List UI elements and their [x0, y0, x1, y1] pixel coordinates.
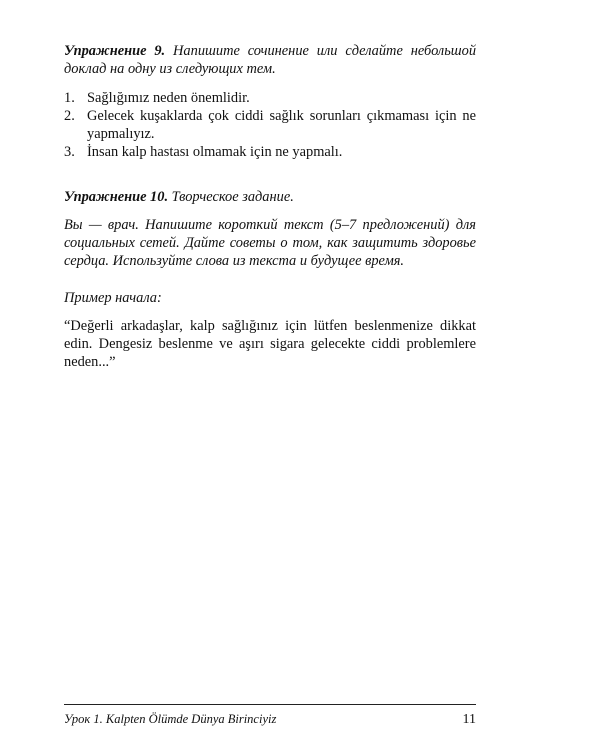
page-content — [64, 42, 476, 371]
example-label: Пример начала: — [64, 290, 162, 306]
exercise-10-task: Вы — врач. Напишите короткий текст (5–7 предложений) для социальных сетей. Дайте советы о том, как защитить здоровье сердца. Используйте слова из текста и будущее время. — [64, 217, 476, 269]
exercise-10-label: Упражнение 10. — [64, 189, 169, 205]
list-item-text: İnsan kalp hastası olmamak için ne yapmalı. — [87, 144, 343, 160]
exercise-9-label: Упражнение 9. — [64, 43, 166, 59]
page-footer — [64, 712, 476, 728]
exercise-9-heading — [64, 42, 476, 78]
list-item-text: Gelecek kuşaklarda çok ciddi sağlık sorunları çıkmaması için ne yapmalıyız. — [87, 108, 476, 142]
exercise-10-subtitle: Творческое задание. — [168, 189, 294, 205]
list-item — [64, 107, 476, 143]
list-item-number: 3. — [64, 144, 75, 160]
list-item — [64, 143, 476, 161]
list-item-number: 1. — [64, 90, 75, 106]
example-text: “Değerli arkadaşlar, kalp sağlığınız için lütfen beslenmenize dikkat edin. Dengesiz beslenme ve aşırı sigara gelecekte ciddi problemlere neden...” — [64, 318, 476, 370]
footer-lesson-title: Урок 1. Kalpten Ölümde Dünya Birinciyiz — [64, 712, 277, 726]
list-item-number: 2. — [64, 108, 75, 124]
list-item-text: Sağlığımız neden önemlidir. — [87, 90, 250, 106]
list-item — [64, 89, 476, 107]
exercise-10-heading — [64, 188, 476, 206]
exercise-9-topic-list — [64, 89, 476, 161]
exercise-9-instruction: Напишите сочинение или сделайте небольшой доклад на одну из следующих тем. — [64, 43, 477, 77]
footer-divider — [64, 704, 476, 705]
page-number: 11 — [462, 712, 476, 727]
